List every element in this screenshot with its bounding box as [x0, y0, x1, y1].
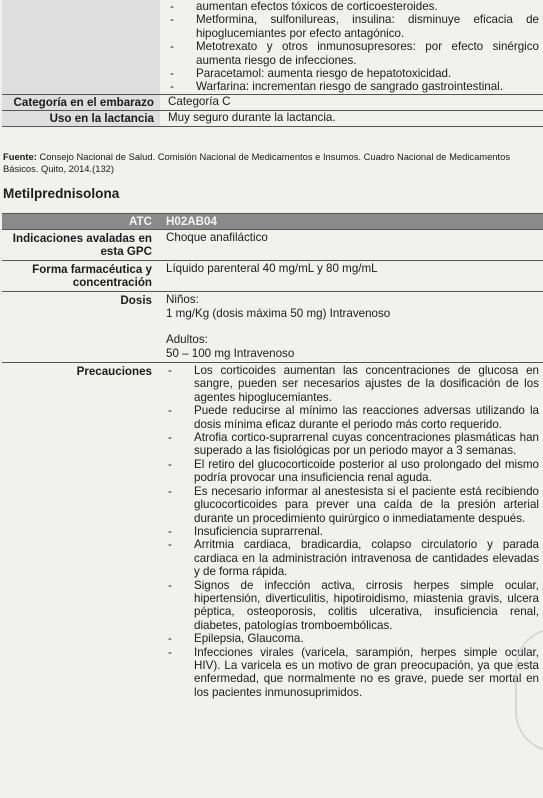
interactions-cell — [160, 0, 543, 94]
lactation-label: Uso en la lactancia — [2, 110, 160, 126]
dose-adults — [166, 333, 539, 360]
dose-children — [166, 293, 539, 320]
atc-value: H02AB04 — [158, 214, 543, 230]
precaution-item: - Los corticoides aumentan las concentraciones de glucosa en sangre, pueden ser necesarios ajustes de la dosificación de los agentes hipoglucemiantes. — [166, 364, 539, 404]
indications-label: Indicaciones avaladas en esta GPC — [12, 232, 152, 259]
interactions-label-cell — [2, 0, 160, 94]
previous-drug-table — [2, 0, 543, 127]
form-value: Líquido parenteral 40 mg/mL y 80 mg/mL — [158, 261, 543, 292]
interaction-item: - Paracetamol: aumenta riesgo de hepatotoxicidad. — [168, 67, 539, 80]
indications-value: Choque anafiláctico — [166, 231, 268, 245]
source-text: Consejo Nacional de Salud. Comisión Nacional de Medicamentos e Insumos. Cuadro Nacional de Medicamentos Básicos. Quito, 2014.(132) — [3, 151, 511, 174]
interaction-item: - Metformina, sulfonilureas, insulina: disminuye eficacia de hipoglucemiantes por efecto antagónico. — [168, 13, 539, 40]
source-label: Fuente: — [3, 151, 37, 162]
precaution-item: - Puede reducirse al mínimo las reacciones adversas utilizando la dosis mínima eficaz durante el periodo más corto requerido. — [166, 404, 539, 431]
precaution-item: - El retiro del glucocorticoide posterior al uso prolongado del mismo podría provocar una insuficiencia renal aguda. — [166, 458, 539, 485]
precautions-cell — [158, 363, 543, 702]
precaution-item: - Epilepsia, Glaucoma. — [166, 632, 539, 645]
precautions-list — [166, 364, 539, 699]
drug-table — [2, 213, 543, 701]
precautions-label: Precauciones — [2, 363, 158, 702]
dose-adults-value: 50 – 100 mg Intravenoso — [166, 346, 295, 360]
dose-label: Dosis — [2, 292, 158, 363]
dose-cell — [158, 292, 543, 363]
interaction-item: - Warfarina: incrementan riesgo de sangrado gastrointestinal. — [168, 80, 539, 93]
interactions-list — [168, 0, 539, 94]
source-note — [3, 151, 538, 175]
pregnancy-value: Categoría C — [160, 94, 543, 110]
precaution-item: - Signos de infección activa, cirrosis herpes simple ocular, hipertensión, diverticulitis, hipotiroidismo, miastenia gravis, ulcera péptica, osteoporosis, colitis ulcerativa, insuficiencia renal, diabetes, patologías tromboembólicas. — [166, 579, 539, 633]
pregnancy-label: Categoría en el embarazo — [2, 94, 160, 110]
precaution-item: - Insuficiencia suprarrenal. — [166, 525, 539, 538]
precaution-item: - Arritmia cardiaca, bradicardia, colapso circulatorio y parada cardiaca en la administración intravenosa de cantidades elevadas y de forma rápida. — [166, 538, 539, 578]
drug-title: Metilprednisolona — [3, 186, 120, 201]
dose-adults-title: Adultos: — [166, 333, 208, 347]
precaution-item: - Es necesario informar al anestesista si el paciente está recibiendo glucocorticoides para prever una caída de la presión arterial durante un procedimiento quirúrgico o inmediatamente después. — [166, 485, 539, 525]
form-label: Forma farmacéutica y concentración — [2, 261, 158, 292]
dose-children-title: Niños: — [166, 293, 199, 307]
atc-label: ATC — [2, 214, 158, 230]
lactation-value: Muy seguro durante la lactancia. — [160, 110, 543, 126]
interaction-item: - aumentan efectos tóxicos de corticoesteroides. — [168, 0, 539, 13]
interaction-item: - Metotrexato y otros inmunosupresores: por efecto sinérgico aumenta riesgo de infecciones. — [168, 40, 539, 67]
dose-children-value: 1 mg/Kg (dosis máxima 50 mg) Intravenoso — [166, 306, 391, 320]
precaution-item: - Atrofia cortico-suprarrenal cuyas concentraciones plasmáticas han superado a las fisiológicas por un periodo mayor a 3 semanas. — [166, 431, 539, 458]
precaution-item: - Infecciones virales (varicela, sarampión, herpes simple ocular, HIV). La varicela es un motivo de gran preocupación, ya que esta enfermedad, que normalmente no es grave, puede ser mortal en los pacientes inmunosuprimidos. — [166, 646, 539, 700]
